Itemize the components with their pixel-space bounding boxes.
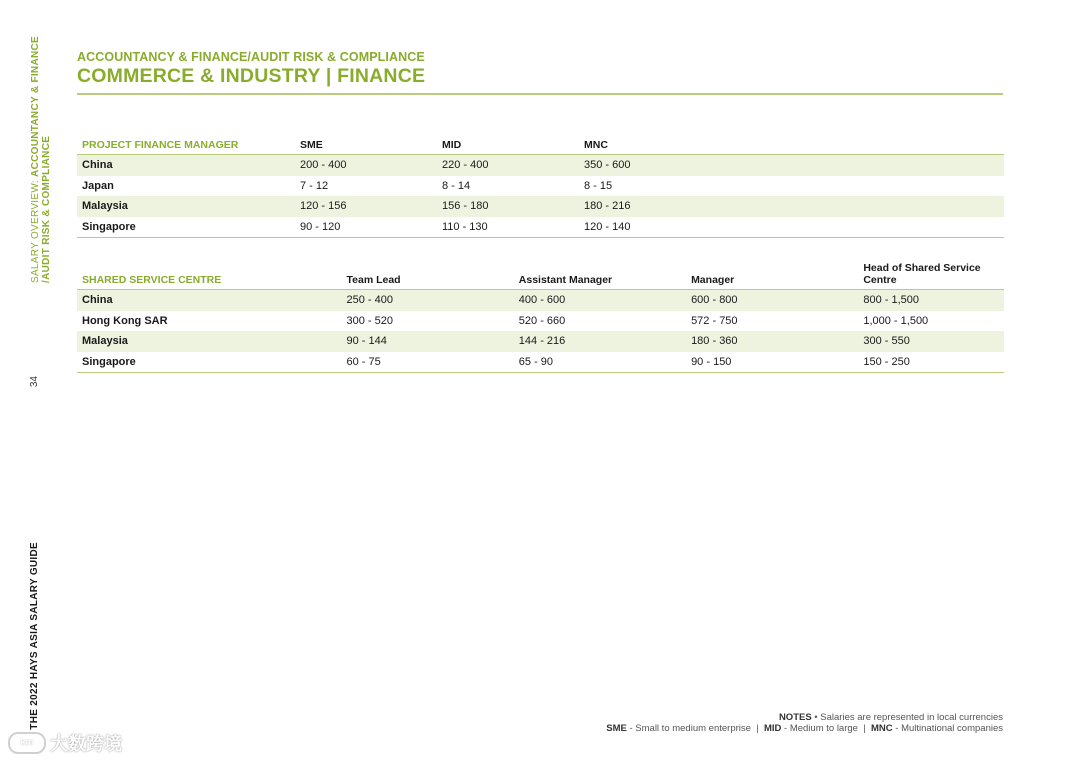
salary-cell: 156 - 180 <box>442 200 489 213</box>
notes-line-2: SME - Small to medium enterprise | MID - Medium to large | MNC - Multinational companies <box>606 723 1003 734</box>
salary-cell: 90 - 120 <box>300 220 341 233</box>
guide-title: THE 2022 HAYS ASIA SALARY GUIDE <box>29 542 40 730</box>
salary-cell: 220 - 400 <box>442 159 489 172</box>
table-header-row <box>77 262 1004 290</box>
salary-cell: 180 - 360 <box>691 335 738 348</box>
watermark-logo-icon: km <box>8 732 46 754</box>
location-cell: China <box>82 159 113 172</box>
salary-table-shared-service-centre <box>77 262 1004 373</box>
watermark <box>8 730 122 756</box>
table-row <box>77 196 1004 217</box>
salary-cell: 300 - 550 <box>863 335 910 348</box>
notes-label: NOTES <box>778 712 812 723</box>
salary-table-project-finance-manager <box>77 139 1004 238</box>
mid-def: Medium to large <box>789 723 858 734</box>
column-header: Manager <box>691 274 735 286</box>
salary-cell <box>721 176 1004 197</box>
table-row <box>77 311 1004 332</box>
side-line1: ACCOUNTANCY & FINANCE <box>30 36 41 177</box>
salary-cell: 110 - 130 <box>442 220 488 233</box>
side-line2: /AUDIT RISK & COMPLIANCE <box>41 135 52 284</box>
location-cell: Singapore <box>82 355 136 368</box>
salary-cell: 120 - 140 <box>584 220 631 233</box>
location-cell: Hong Kong SAR <box>82 314 168 327</box>
salary-cell: 144 - 216 <box>518 335 566 348</box>
salary-cell: 200 - 400 <box>300 159 347 172</box>
salary-cell: 800 - 1,500 <box>863 294 919 307</box>
notes-line-1: NOTES • Salaries are represented in local currencies <box>778 712 1003 723</box>
watermark-text: 大数跨境 <box>50 734 122 754</box>
column-header: SME <box>300 139 323 151</box>
salary-cell: 600 - 800 <box>691 294 738 307</box>
table-row <box>77 352 1004 373</box>
mnc-key: MNC <box>870 723 893 734</box>
table-row <box>77 155 1004 176</box>
salary-cell: 572 - 750 <box>691 314 738 327</box>
mid-key: MID <box>763 723 782 734</box>
salary-cell: 1,000 - 1,500 <box>863 314 929 327</box>
salary-cell <box>721 196 1004 217</box>
location-cell: Malaysia <box>82 335 128 348</box>
column-header: Team Lead <box>346 274 401 286</box>
location-cell: Malaysia <box>82 200 128 213</box>
salary-cell: 180 - 216 <box>584 200 631 213</box>
salary-cell: 8 - 14 <box>442 179 471 192</box>
location-cell: Japan <box>82 179 114 192</box>
salary-cell: 150 - 250 <box>863 355 910 368</box>
sme-key: SME <box>606 723 627 734</box>
role-heading: PROJECT FINANCE MANAGER <box>82 139 239 151</box>
salary-cell: 120 - 156 <box>300 200 347 213</box>
salary-cell: 65 - 90 <box>518 355 554 368</box>
page-number: 34 <box>29 376 40 388</box>
table-row <box>77 290 1004 311</box>
table-row <box>77 176 1004 197</box>
notes-text: Salaries are represented in local currencies <box>820 712 1003 723</box>
table-row <box>77 331 1004 352</box>
notes-footer <box>606 712 1003 734</box>
salary-cell: 8 - 15 <box>584 179 613 192</box>
column-header <box>721 139 1004 155</box>
location-cell: Singapore <box>82 220 136 233</box>
column-header: Head of Shared Service Centre <box>863 262 981 286</box>
page-supertitle: ACCOUNTANCY & FINANCE/AUDIT RISK & COMPLIANCE <box>77 50 425 64</box>
salary-cell: 7 - 12 <box>300 179 329 192</box>
salary-cell: 350 - 600 <box>584 159 631 172</box>
salary-cell: 520 - 660 <box>518 314 566 327</box>
sme-def: Small to medium enterprise <box>635 723 751 734</box>
table-header-row <box>77 139 1004 155</box>
salary-cell: 300 - 520 <box>346 314 393 327</box>
salary-cell: 60 - 75 <box>346 355 381 368</box>
salary-cell: 400 - 600 <box>518 294 566 307</box>
page-header <box>77 50 425 88</box>
salary-cell <box>721 217 1004 238</box>
role-heading: SHARED SERVICE CENTRE <box>82 274 222 286</box>
page-title: COMMERCE & INDUSTRY | FINANCE <box>77 65 426 87</box>
salary-cell <box>721 155 1004 176</box>
salary-cell: 90 - 150 <box>691 355 732 368</box>
location-cell: China <box>82 294 113 307</box>
column-header: MID <box>442 139 462 151</box>
column-header: Assistant Manager <box>518 274 613 286</box>
mnc-def: Multinational companies <box>901 723 1003 734</box>
table-row <box>77 217 1004 238</box>
column-header: MNC <box>584 139 608 151</box>
side-prefix: SALARY OVERVIEW: <box>30 176 41 284</box>
side-section-label <box>30 36 52 283</box>
header-divider <box>77 93 1003 95</box>
salary-cell: 250 - 400 <box>346 294 393 307</box>
salary-cell: 90 - 144 <box>346 335 387 348</box>
